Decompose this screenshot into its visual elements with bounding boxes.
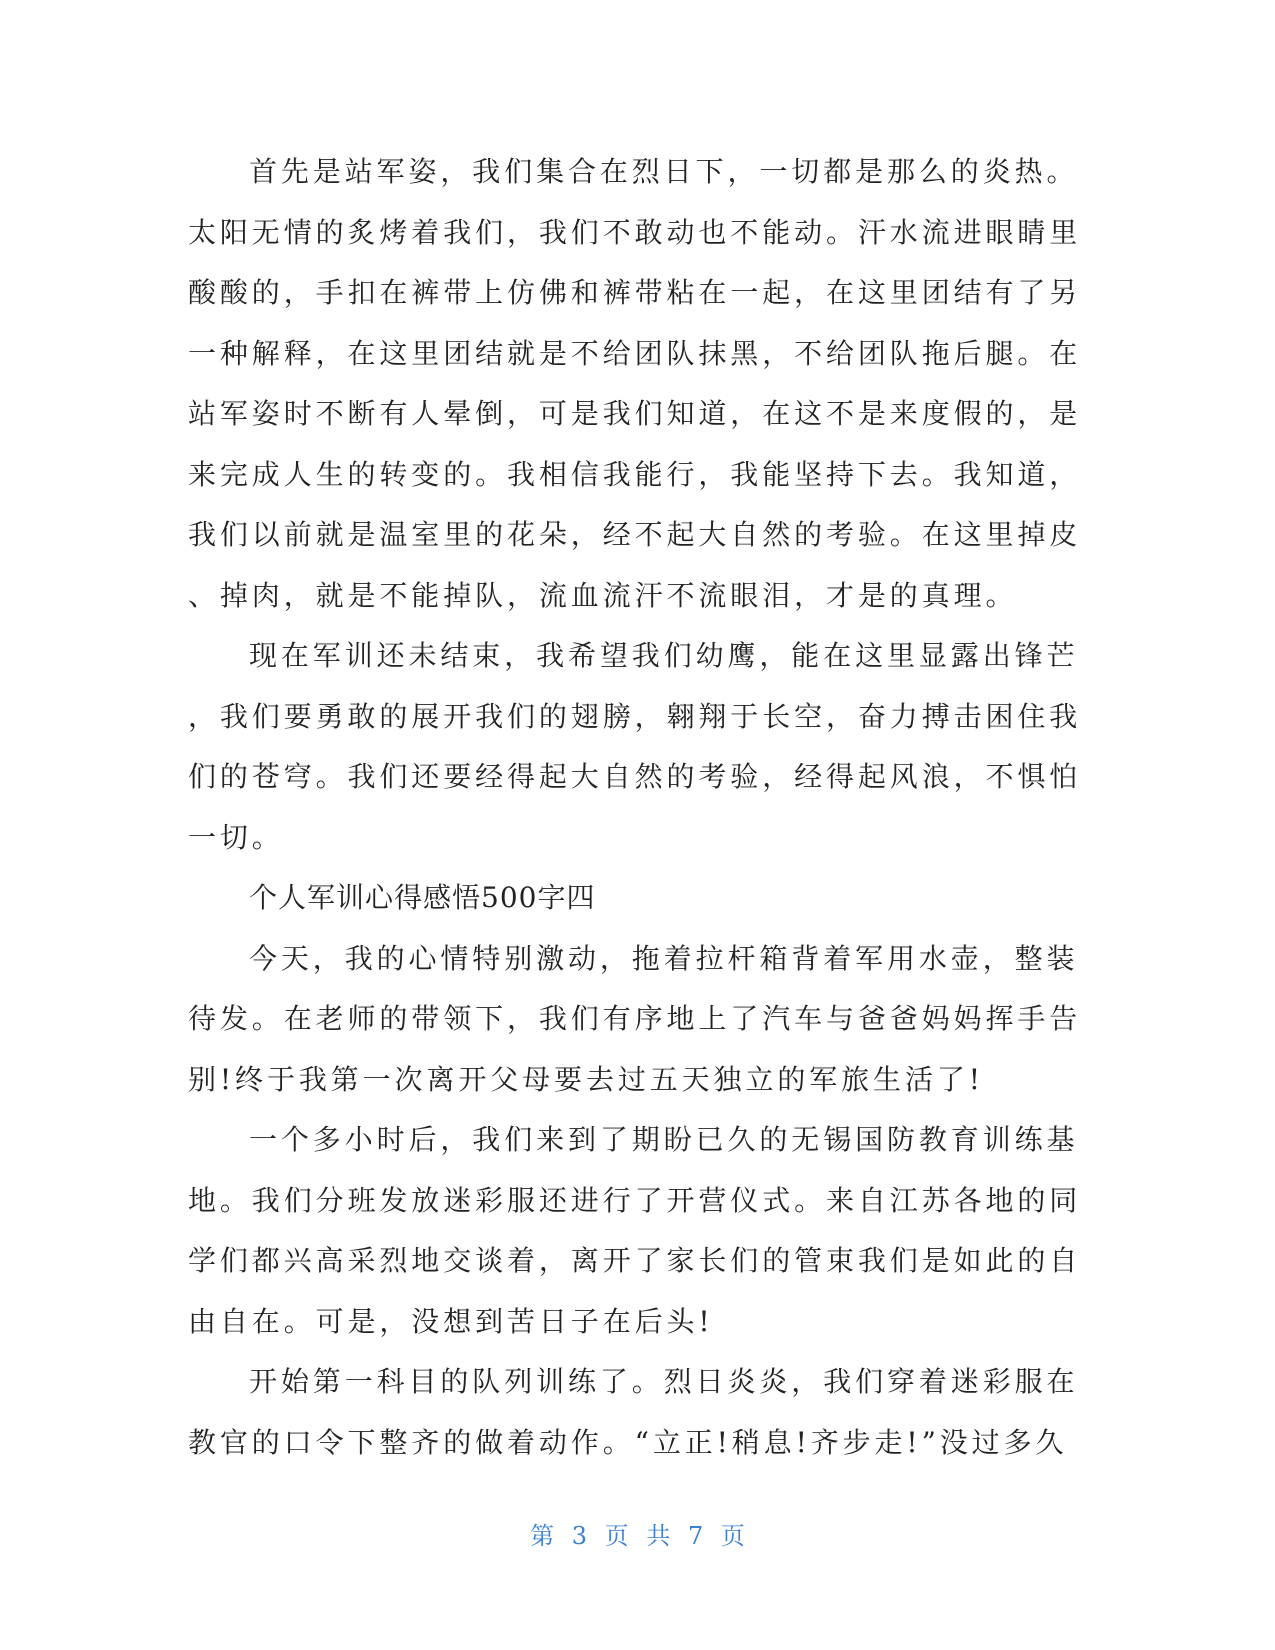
text-line: 学们都兴高采烈地交谈着，离开了家长们的管束我们是如此的自 <box>188 1244 1082 1277</box>
text-line: 开始第一科目的队列训练了。烈日炎炎，我们穿着迷彩服在 <box>249 1365 1079 1398</box>
text-line: ，我们要勇敢的展开我们的翅膀，翱翔于长空，奋力搏击困住我 <box>188 699 1082 733</box>
page-footer <box>0 1521 1275 1551</box>
text-line: 别!终于我第一次离开父母要去过五天独立的军旅生活了! <box>188 1062 984 1096</box>
footer-page-unit-2: 页 <box>720 1522 745 1550</box>
footer-total-pages: 7 <box>687 1522 704 1550</box>
text-line: 一个多小时后，我们来到了期盼已久的无锡国防教育训练基 <box>249 1123 1079 1156</box>
text-line: 我们以前就是温室里的花朵，经不起大自然的考验。在这里掉皮 <box>188 518 1082 551</box>
footer-page-unit: 页 <box>604 1522 629 1550</box>
text-line: 地。我们分班发放迷彩服还进行了开营仪式。来自江苏各地的同 <box>188 1183 1082 1217</box>
footer-total-word: 共 <box>646 1522 671 1550</box>
text-line: 们的苍穹。我们还要经得起大自然的考验，经得起风浪，不惧怕 <box>188 760 1082 793</box>
text-line: 、掉肉，就是不能掉队，流血流汗不流眼泪，才是的真理。 <box>188 578 1018 612</box>
text-line: 站军姿时不断有人晕倒，可是我们知道，在这不是来度假的，是 <box>188 397 1082 430</box>
section-heading: 个人军训心得感悟500字四 <box>249 881 596 914</box>
text-line: 首先是站军姿，我们集合在烈日下，一切都是那么的炎热。 <box>249 155 1079 188</box>
text-line: 太阳无情的炙烤着我们，我们不敢动也不能动。汗水流进眼睛里 <box>188 215 1082 249</box>
text-line: 一种解释，在这里团结就是不给团队抹黑，不给团队拖后腿。在 <box>188 336 1082 370</box>
document-body <box>188 142 1088 1473</box>
footer-current-page: 3 <box>571 1522 588 1550</box>
text-line: 待发。在老师的带领下，我们有序地上了汽车与爸爸妈妈挥手告 <box>188 1002 1082 1035</box>
text-line: 教官的口令下整齐的做着动作。“立正!稍息!齐步走!”没过多久 <box>188 1425 1068 1459</box>
text-line: 来完成人生的转变的。我相信我能行，我能坚持下去。我知道， <box>188 457 1082 491</box>
text-line: 一切。 <box>188 820 284 854</box>
text-line: 由自在。可是，没想到苦日子在后头! <box>188 1304 714 1338</box>
footer-prefix: 第 <box>530 1522 555 1550</box>
text-line: 今天，我的心情特别激动，拖着拉杆箱背着军用水壶，整装 <box>249 941 1079 975</box>
text-line: 现在军训还未结束，我希望我们幼鹰，能在这里显露出锋芒 <box>249 639 1079 672</box>
text-line: 酸酸的，手扣在裤带上仿佛和裤带粘在一起，在这里团结有了另 <box>188 276 1082 309</box>
